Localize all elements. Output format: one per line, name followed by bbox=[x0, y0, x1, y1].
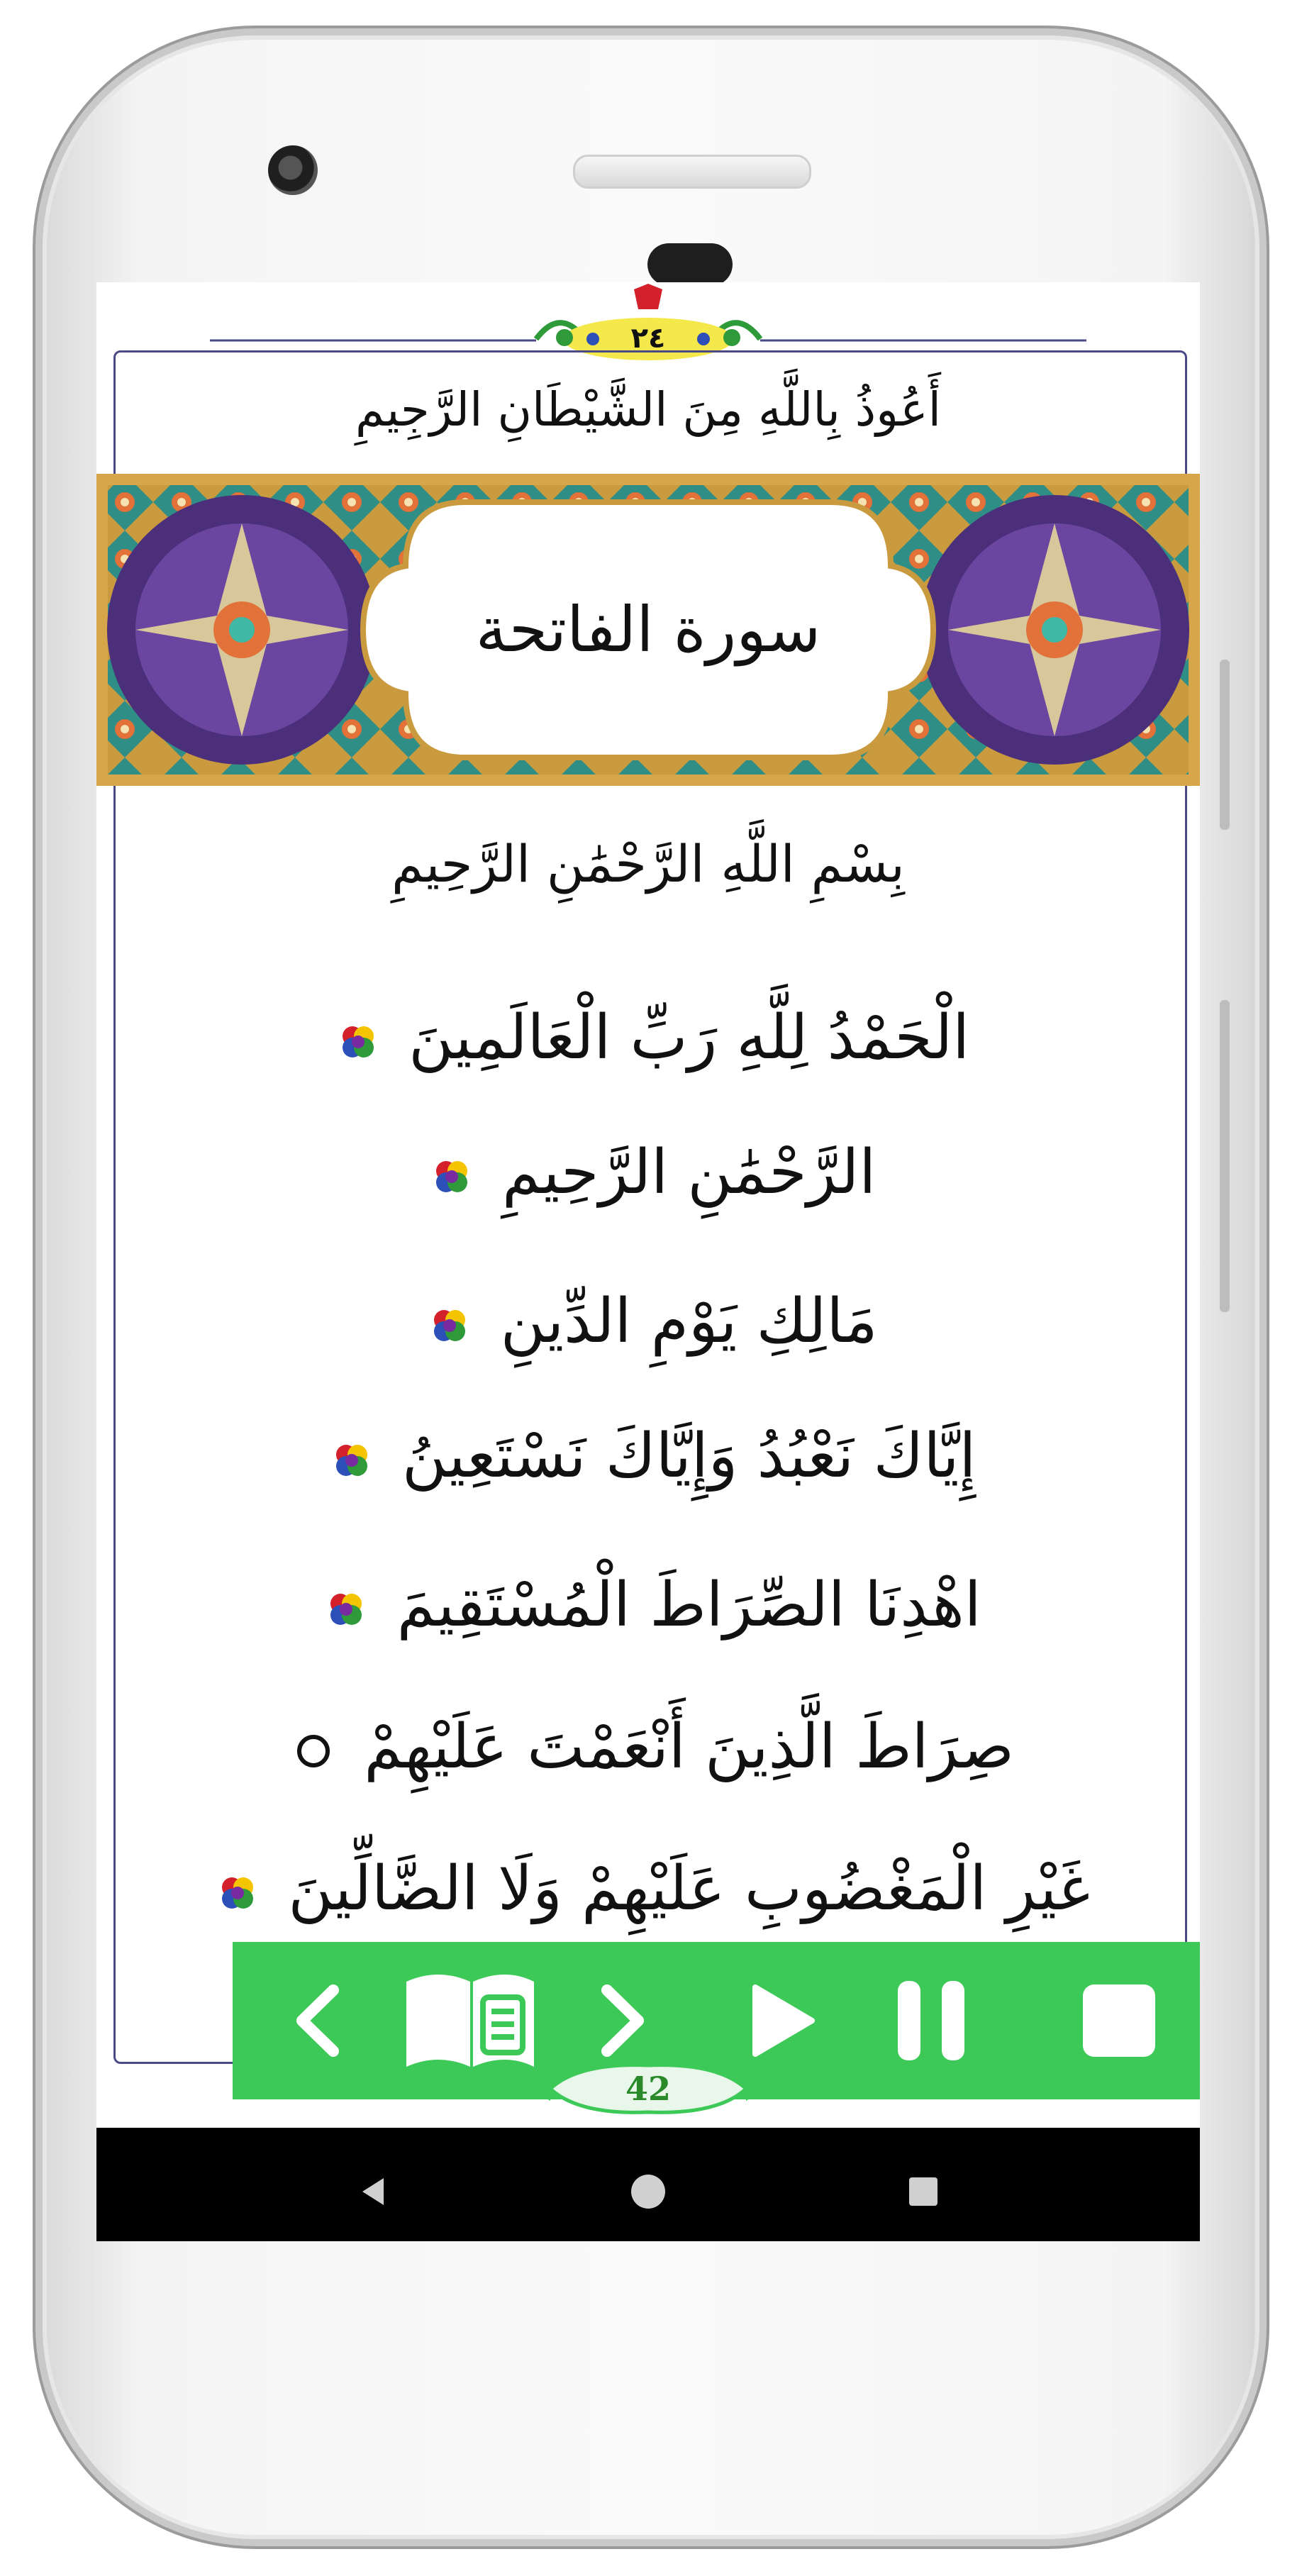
play-icon bbox=[747, 1982, 818, 2060]
verse-end-marker-icon bbox=[430, 1155, 473, 1198]
verse-text: صِرَاطَ الَّذِينَ أَنْعَمْتَ عَلَيْهِمْ bbox=[364, 1711, 1014, 1782]
nav-recents-button[interactable] bbox=[852, 2128, 994, 2241]
verse-text: إِيَّاكَ نَعْبُدُ وَإِيَّاكَ نَسْتَعِينُ bbox=[401, 1421, 976, 1492]
verse-end-marker-icon bbox=[216, 1872, 259, 1914]
verse-end-marker-icon bbox=[337, 1021, 379, 1063]
verse-4 bbox=[96, 1403, 1200, 1509]
verse-5 bbox=[96, 1552, 1200, 1658]
proximity-sensor bbox=[647, 243, 733, 286]
app-screen bbox=[96, 282, 1200, 2241]
verse-end-marker-icon bbox=[428, 1304, 471, 1347]
power-button bbox=[1220, 1000, 1230, 1312]
verse-text: اهْدِنَا الصِّرَاطَ الْمُسْتَقِيمَ bbox=[396, 1570, 981, 1640]
chevron-right-icon bbox=[594, 1982, 651, 2060]
back-triangle-icon bbox=[355, 2174, 391, 2209]
verse-6 bbox=[96, 1694, 1200, 1800]
verse-text: الرَّحْمَٰنِ الرَّحِيمِ bbox=[502, 1137, 877, 1208]
verse-text: مَالِكِ يَوْمِ الدِّينِ bbox=[500, 1286, 878, 1357]
verse-1 bbox=[96, 984, 1200, 1091]
verse-text: الْحَمْدُ لِلَّهِ رَبِّ الْعَالَمِينَ bbox=[408, 1002, 970, 1073]
nav-back-button[interactable] bbox=[302, 2128, 444, 2241]
recents-square-icon bbox=[906, 2175, 940, 2209]
header-page-number: ٤٢ bbox=[630, 322, 666, 355]
verse-end-marker-icon bbox=[325, 1588, 367, 1631]
nav-home-button[interactable] bbox=[577, 2128, 719, 2241]
verse-7 bbox=[96, 1836, 1200, 1942]
verse-end-marker-icon bbox=[330, 1439, 373, 1482]
surah-title: سورة الفاتحة bbox=[475, 593, 821, 666]
pause-button[interactable] bbox=[871, 1942, 991, 2099]
home-circle-icon bbox=[628, 2172, 668, 2211]
verse-3 bbox=[96, 1268, 1200, 1375]
android-navbar bbox=[96, 2128, 1200, 2241]
verse-text: غَيْرِ الْمَغْضُوبِ عَلَيْهِمْ وَلَا الضَّالِّينَ bbox=[288, 1853, 1091, 1924]
verse-2 bbox=[96, 1119, 1200, 1226]
previous-page-button[interactable] bbox=[261, 1942, 374, 2099]
chevron-left-icon bbox=[289, 1982, 346, 2060]
book-icon bbox=[399, 1967, 541, 2074]
istiadha-text: أَعُوذُ بِاللَّهِ مِنَ الشَّيْطَانِ الرَّجِيمِ bbox=[355, 382, 941, 437]
earpiece-speaker bbox=[573, 155, 811, 189]
pause-icon bbox=[892, 1978, 970, 2063]
volume-button bbox=[1220, 660, 1230, 830]
basmala: بِسْمِ اللَّهِ الرَّحْمَٰنِ الرَّحِيمِ bbox=[391, 834, 905, 894]
front-camera bbox=[268, 145, 318, 195]
stop-button[interactable] bbox=[1055, 1942, 1183, 2099]
footer-page-number: 42 bbox=[625, 2070, 671, 2108]
stop-icon bbox=[1080, 1982, 1158, 2060]
waqf-circle-icon bbox=[292, 1730, 335, 1772]
